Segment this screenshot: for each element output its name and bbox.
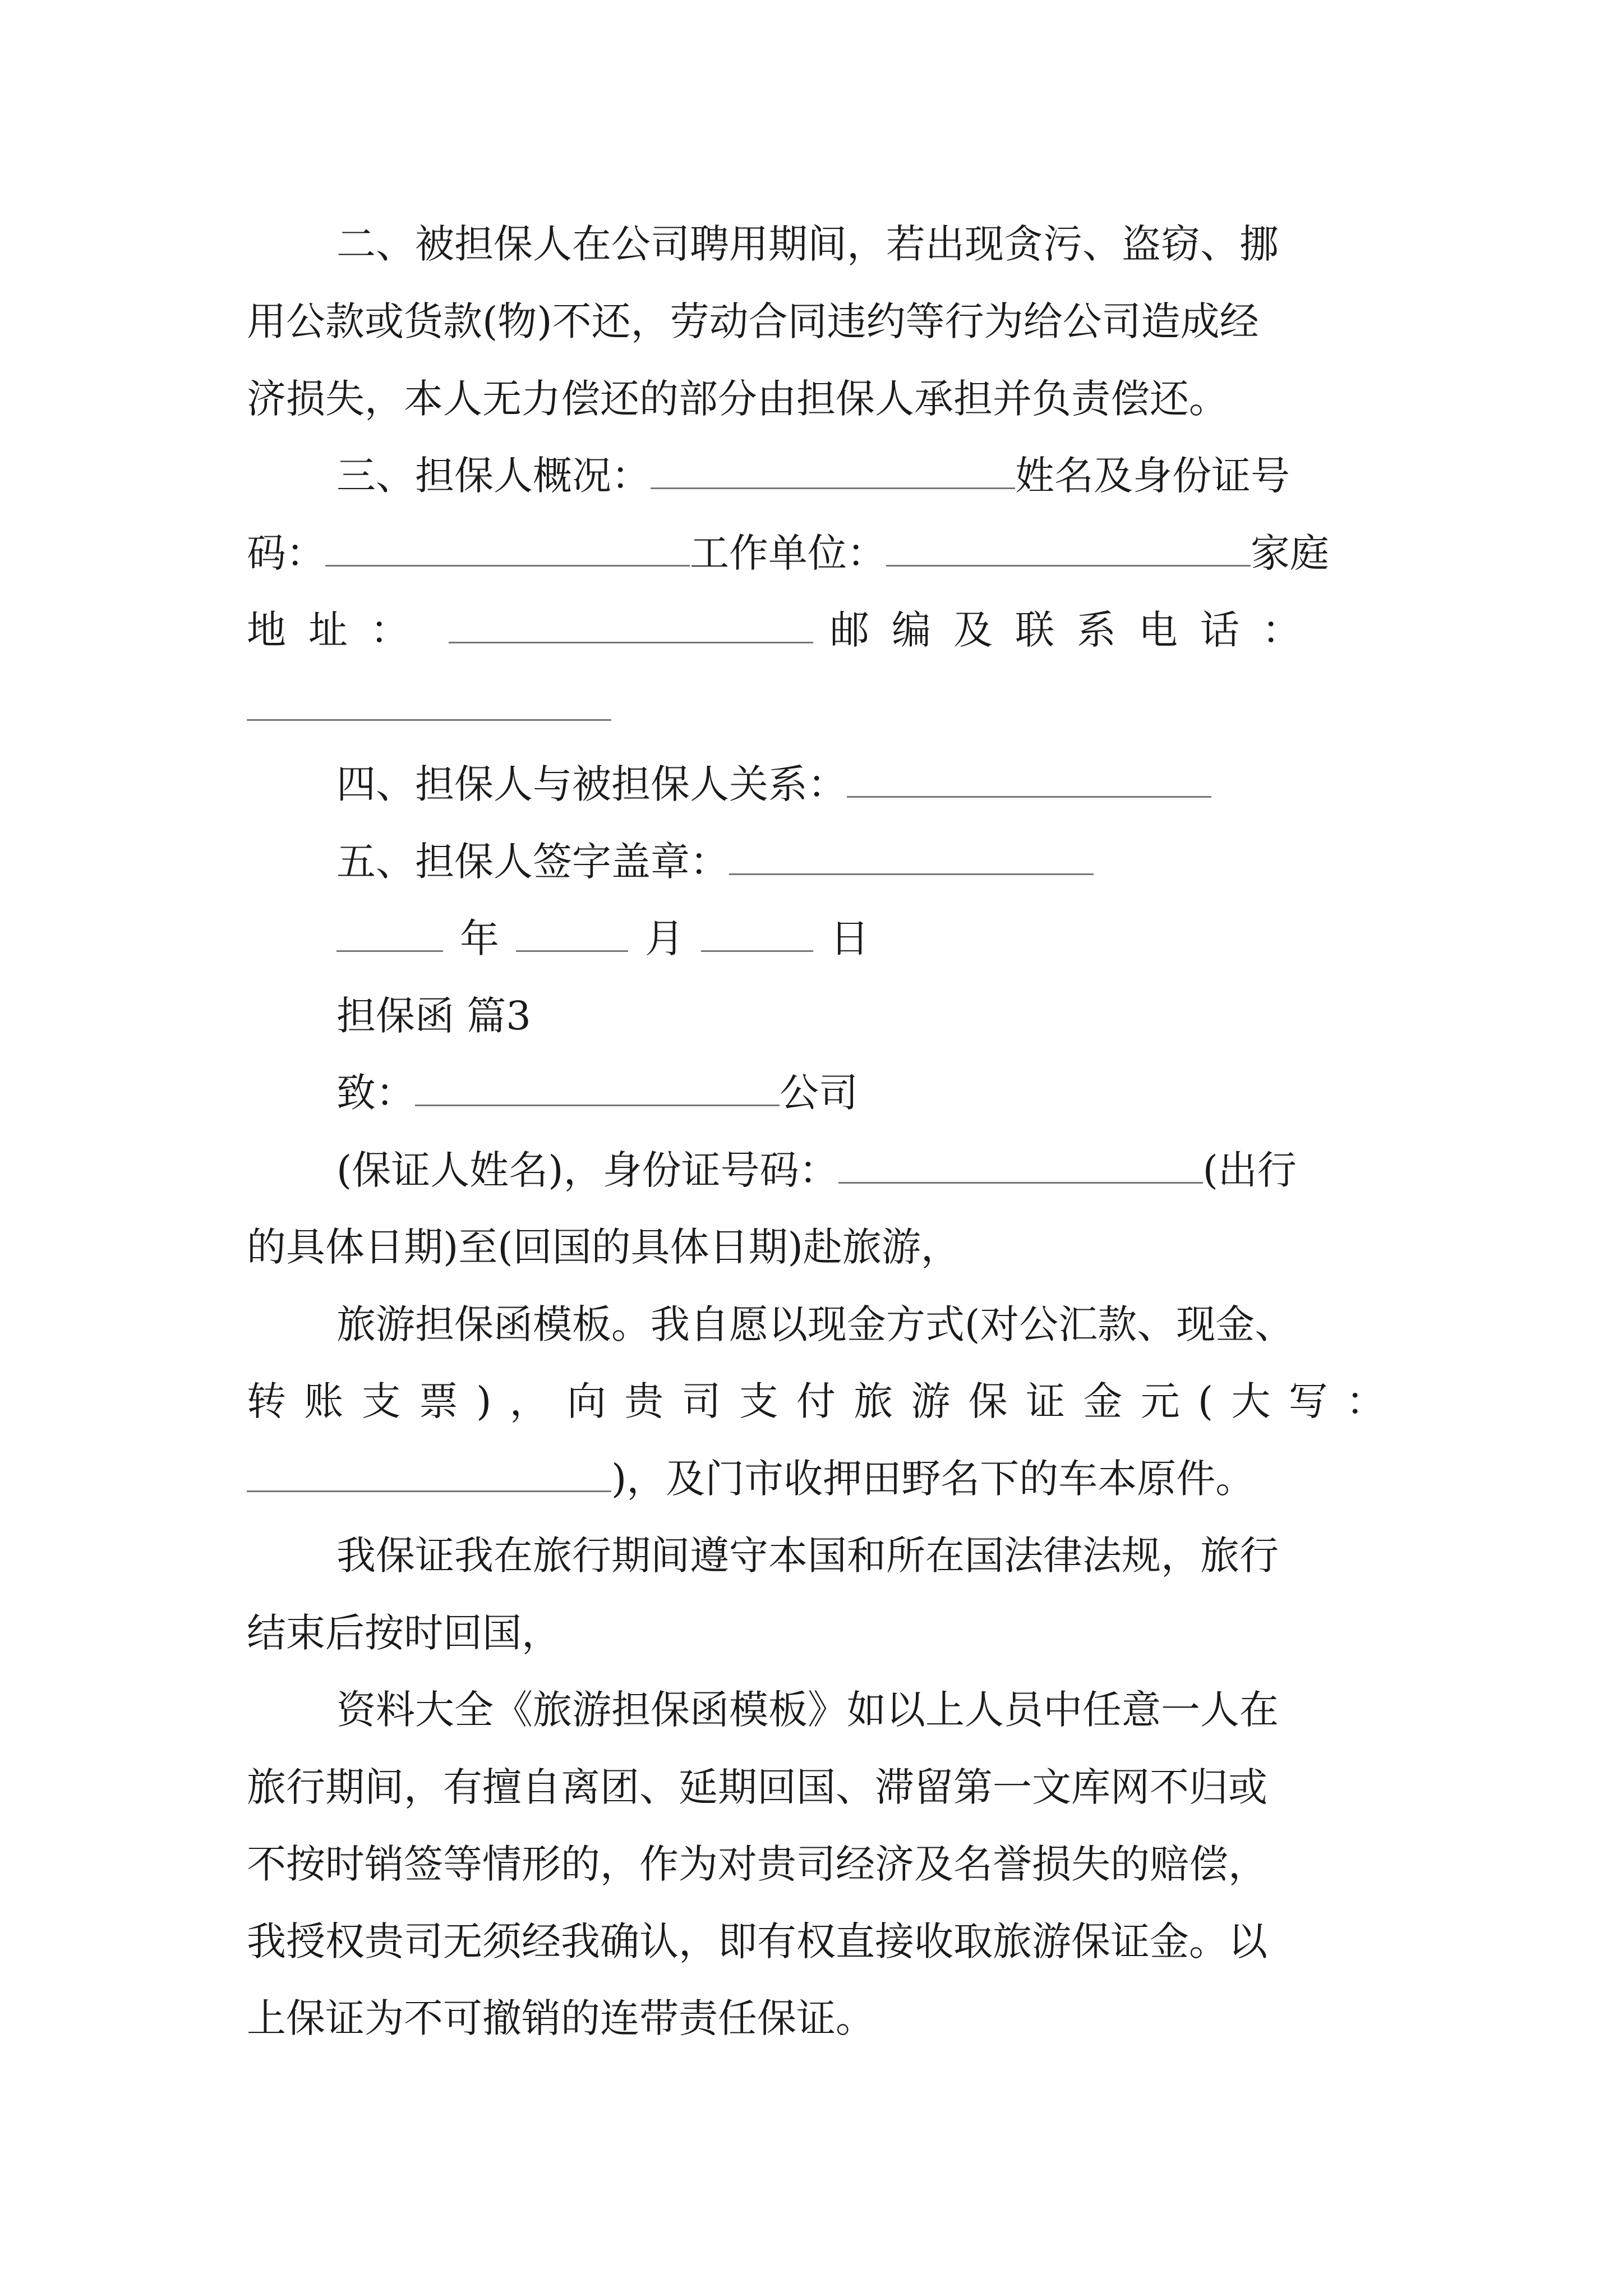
section3-line1 xyxy=(336,448,1385,504)
payment-line3 xyxy=(247,1451,1385,1507)
date-line xyxy=(336,910,1385,967)
day-blank xyxy=(701,915,813,952)
terms-line4: 我授权贵司无须经我确认，即有权直接收取旅游保证金。以 xyxy=(247,1918,1267,1964)
amount-uppercase-blank xyxy=(247,1456,611,1492)
section3-line4 xyxy=(247,679,1385,735)
section4-line xyxy=(336,756,1385,812)
promise-line2: 结束后按时回国， xyxy=(247,1610,561,1656)
month-blank xyxy=(516,915,628,952)
overview-blank xyxy=(651,453,1015,489)
terms-line5: 上保证为不可撤销的连带责任保证。 xyxy=(247,1995,875,2041)
year-label: 年 xyxy=(460,915,499,961)
day-label: 日 xyxy=(830,915,869,961)
terms-line2: 旅行期间，有擅自离团、延期回国、滞留第一文库网不归或 xyxy=(247,1764,1267,1810)
section2-line2: 用公款或货款(物)不还，劳动合同违约等行为给公司造成经 xyxy=(247,298,1259,344)
guarantor-id-blank xyxy=(838,1147,1203,1184)
address-blank xyxy=(449,607,813,643)
promise-line1: 我保证我在旅行期间遵守本国和所在国法律法规，旅行 xyxy=(336,1533,1279,1579)
section3-line3 xyxy=(247,602,1385,658)
section3-line2 xyxy=(247,525,1385,581)
id-number-blank xyxy=(325,530,690,567)
code-label: 码： xyxy=(247,530,325,576)
payment-line3-text: )，及门市收押田野名下的车本原件。 xyxy=(611,1456,1255,1502)
guarantor-line2: 的具体日期)至(回国的具体日期)赴旅游， xyxy=(247,1224,960,1270)
terms-line3: 不按时销签等情形的，作为对贵司经济及名誉损失的赔偿， xyxy=(247,1841,1267,1887)
guarantor-line1 xyxy=(336,1142,1385,1198)
signature-blank xyxy=(729,839,1094,875)
signature-label: 五、担保人签字盖章： xyxy=(336,839,729,885)
relationship-blank xyxy=(847,761,1211,798)
company-blank xyxy=(415,1070,780,1106)
guarantor-name-label: (保证人姓名)，身份证号码： xyxy=(336,1147,838,1193)
month-label: 月 xyxy=(645,915,684,961)
guarantor-overview-label: 三、担保人概况： xyxy=(336,453,651,499)
postcode-phone-label: 邮编及联系电话： xyxy=(830,607,1324,653)
phone-blank xyxy=(247,684,611,721)
section-heading: 担保函 篇3 xyxy=(336,993,531,1039)
section2-line1: 二、被担保人在公司聘用期间，若出现贪污、盗窃、挪 xyxy=(336,221,1279,267)
section2-line3: 济损失，本人无力偿还的部分由担保人承担并负责偿还。 xyxy=(247,376,1228,422)
payment-line1: 旅游担保函模板。我自愿以现金方式(对公汇款、现金、 xyxy=(336,1301,1294,1347)
to-label: 致： xyxy=(336,1070,415,1116)
year-blank xyxy=(336,915,443,952)
address-label: 地址： xyxy=(247,607,432,653)
departure-label: (出行 xyxy=(1202,1147,1297,1193)
work-unit-blank xyxy=(886,530,1251,567)
relationship-label: 四、担保人与被担保人关系： xyxy=(336,761,847,807)
company-label: 公司 xyxy=(780,1070,858,1116)
home-label: 家庭 xyxy=(1251,530,1329,576)
work-unit-label: 工作单位： xyxy=(690,530,886,576)
terms-line1: 资料大全《旅游担保函模板》如以上人员中任意一人在 xyxy=(336,1687,1279,1733)
section5-line xyxy=(336,834,1385,890)
addressee-line xyxy=(336,1065,1385,1121)
payment-line2: 转账支票)，向贵司支付旅游保证金元(大写： xyxy=(247,1378,1385,1424)
name-id-label: 姓名及身份证号 xyxy=(1015,453,1290,499)
